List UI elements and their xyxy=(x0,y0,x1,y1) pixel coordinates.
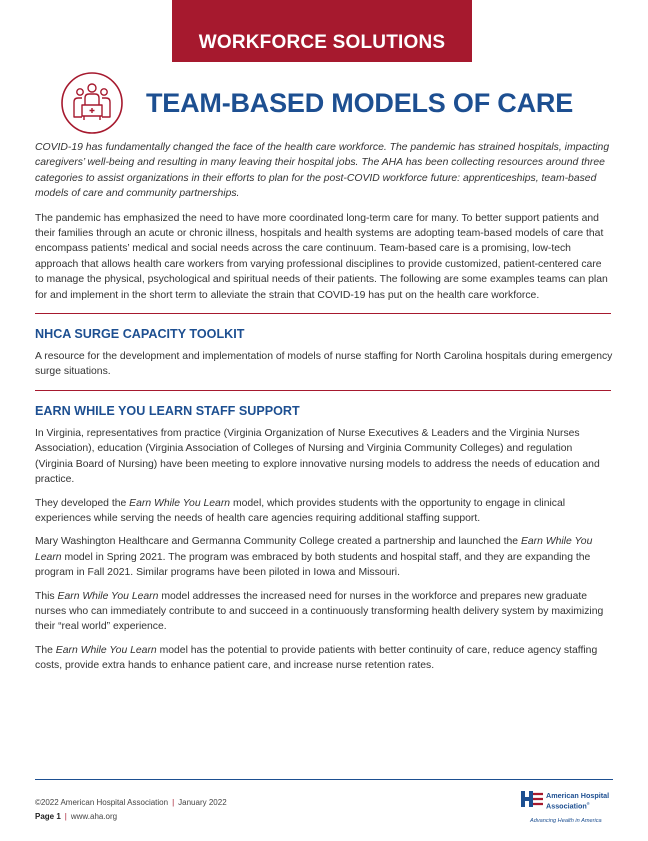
team-people-icon xyxy=(60,71,124,135)
aha-logo-icon xyxy=(520,790,544,808)
overview-paragraph: The pandemic has emphasized the need to have more coordinated long-term care for many. To better support patients and their families through an acute or chronic illness, hospitals and health systems are adopting team-based models of care that encompass patients’ medical and social needs across the care continuum. Team-based care is a promising, low-tech approach that allows health care workers from varying professional disciplines to provide customized, patient-centered care to manage the physical, psychological and spiritual needs of their patients. The following are some examples teams can plan for and implement in the short term to alleviate the strain that COVID-19 has put on the health care workforce. xyxy=(35,212,608,301)
ewyl-paragraph-1: In Virginia, representatives from practice (Virginia Organization of Nurse Executives & Leaders and the Virginia Nurses Association), education (Virginia Association of Colleges of Nursing and Virginia Community Colleges) and regulation (Virginia Board of Nursing) have been meeting to explore innovative nursing models to address the needs of education and practice. xyxy=(35,427,600,486)
aha-logo: American Hospital Association® Advancing Health in America xyxy=(520,790,620,830)
footer-copyright: ©2022 American Hospital Association xyxy=(35,798,169,807)
section-divider xyxy=(35,313,611,314)
section-heading-nhca: NHCA SURGE CAPACITY TOOLKIT xyxy=(35,327,245,342)
logo-name: American Hospital Association xyxy=(546,791,610,811)
intro-paragraph: COVID-19 has fundamentally changed the face of the health care workforce. The pandemic has strained hospitals, impacting caregivers’ well-being and resulting in many leaving their hospital jobs. The AHA has been collecting resources around three categories to assist organizations in their efforts to plan for the post-COVID workforce future: apprenticeships, team-based models of care and community partnerships. xyxy=(35,142,610,200)
page-title: TEAM-BASED MODELS OF CARE xyxy=(146,87,574,118)
section-heading-earn-while-you-learn: EARN WHILE YOU LEARN STAFF SUPPORT xyxy=(35,403,300,418)
section-divider xyxy=(35,390,611,391)
footer-date: January 2022 xyxy=(178,798,227,807)
ewyl-paragraph-3: Mary Washington Healthcare and Germanna Community College created a partnership and launched the Earn While You Learn model in Spring 2021. The program was embraced by both students and hospital staff, and they are expanding the program in Fall 2021. Similar programs have been piloted in Iowa and Missouri. xyxy=(35,536,593,579)
ewyl-paragraph-5: The Earn While You Learn model has the potential to provide patients with better continuity of care, reduce agency staffing costs, provide extra hands to enhance patient care, and increase nurse retention rates. xyxy=(35,644,598,672)
main-content xyxy=(35,140,613,682)
footer-page-number: Page 1 xyxy=(35,812,61,821)
footer: ©2022 American Hospital Association | January 2022 Page 1 | www.aha.org xyxy=(35,798,227,821)
footer-divider xyxy=(35,779,613,780)
title-row xyxy=(60,70,620,136)
ewyl-paragraph-4: This Earn While You Learn model addresses the increased need for nurses in the workforce and prepares new graduate nurses who can immediately contribute to and succeed in a continuously transforming health delivery system by maximizing their “real world” experience. xyxy=(35,590,604,633)
section-banner: WORKFORCE SOLUTIONS xyxy=(172,0,472,62)
logo-tagline: Advancing Health in America xyxy=(530,818,602,824)
ewyl-paragraph-2: They developed the Earn While You Learn model, which provides students with the opportunity to engage in clinical experiences while serving the needs of health care agencies requiring additional staffing support. xyxy=(35,497,566,524)
footer-url[interactable]: www.aha.org xyxy=(70,812,118,821)
nhca-description: A resource for the development and implementation of models of nurse staffing for North Carolina hospitals during emergency surge situations. xyxy=(35,351,613,378)
